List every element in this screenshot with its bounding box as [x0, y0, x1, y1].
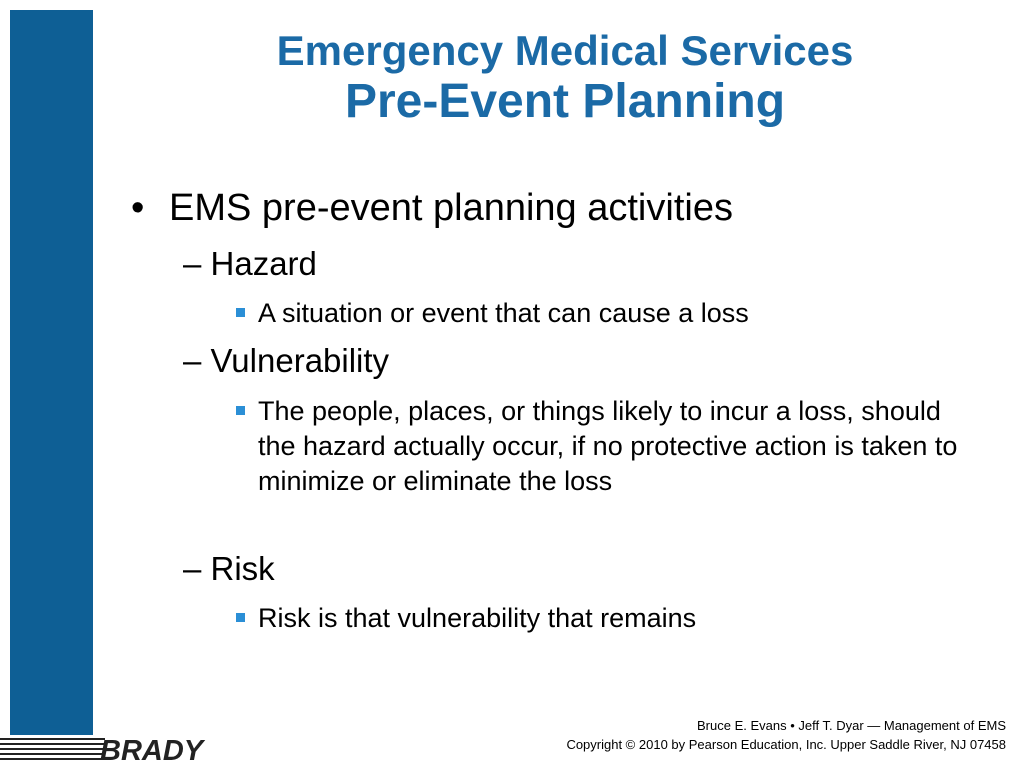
bullet-dot-icon: •: [131, 187, 145, 229]
title-line-2: Pre-Event Planning: [344, 75, 786, 129]
bullet-level-1-text: EMS pre-event planning activities: [169, 187, 733, 229]
sub-bullet-vulnerability: – Vulnerability: [183, 342, 390, 379]
detail-risk-text: Risk is that vulnerability that remains: [258, 603, 697, 633]
square-bullet-icon: [236, 613, 245, 622]
square-bullet-icon: [236, 308, 245, 317]
square-bullet-icon: [236, 406, 245, 415]
detail-hazard-text: A situation or event that can cause a loss: [258, 298, 749, 328]
footer-line-1: Bruce E. Evans • Jeff T. Dyar — Management of EMS: [697, 718, 1006, 733]
footer-line-2: Copyright © 2010 by Pearson Education, Inc. Upper Saddle River, NJ 07458: [566, 737, 1006, 752]
title-line-1: Emergency Medical Services: [276, 27, 854, 74]
detail-vulnerability-text: The people, places, or things likely to incur a loss, should the hazard actually occur, if no protective action is taken to minimize or eliminate the loss: [258, 396, 958, 496]
sub-bullet-risk: – Risk: [183, 550, 275, 587]
footer-citation: [566, 716, 1006, 754]
brady-logo-text: BRADY: [100, 735, 204, 765]
bullet-level-1: [131, 187, 733, 230]
sub-bullet-hazard: – Hazard: [183, 245, 317, 282]
